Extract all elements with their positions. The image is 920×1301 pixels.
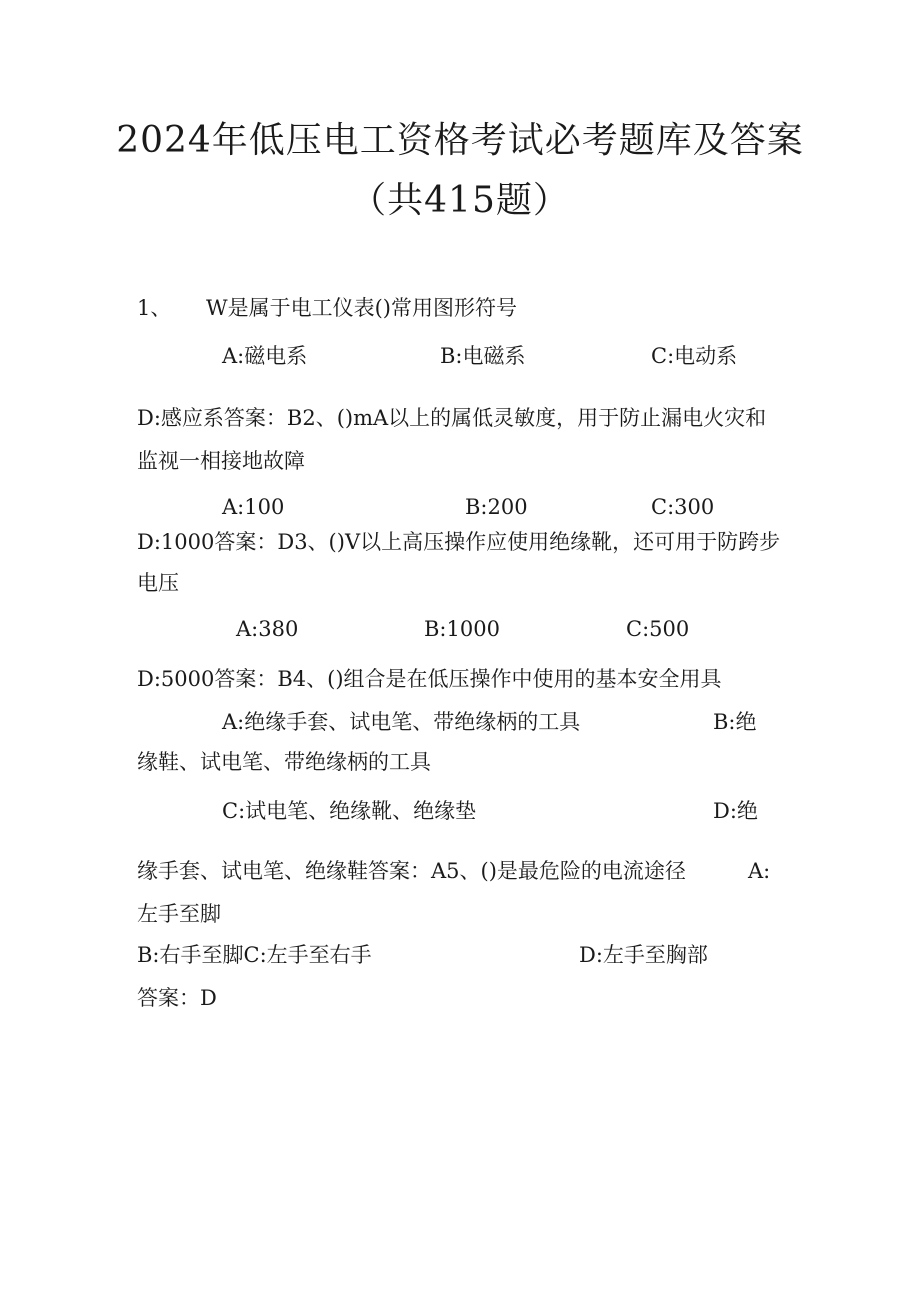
option-a: A: [748, 859, 771, 883]
text-line: D:1000答案：D3、()V以上高压操作应使用绝缘靴，还可用于防跨步 [137, 530, 781, 554]
option-a: A:100 [222, 495, 285, 519]
option-a: A:磁电系 [222, 344, 308, 368]
question-stem: W是属于电工仪表()常用图形符号 [206, 296, 517, 320]
page-subtitle: （共415题） [350, 180, 570, 221]
option-b: B:电磁系 [440, 344, 526, 368]
text-line: 监视一相接地故障 [137, 449, 305, 473]
option-d: D:绝 [713, 799, 758, 823]
option-d: D:左手至胸部 [579, 943, 708, 967]
option-c: C:300 [651, 495, 715, 519]
text-line: D:感应系答案：B2、()mA以上的属低灵敏度，用于防止漏电火灾和 [137, 406, 767, 430]
option-a: A:380 [236, 617, 299, 641]
option-b: B:右手至脚C:左手至右手 [137, 943, 372, 967]
text-line: 缘鞋、试电笔、带绝缘柄的工具 [137, 750, 431, 774]
option-c: C:试电笔、绝缘靴、绝缘垫 [222, 799, 477, 823]
question-number: 1、 [137, 296, 172, 320]
page-title: 2024年低压电工资格考试必考题库及答案 [116, 120, 804, 161]
text-line: 电压 [137, 571, 179, 595]
option-c: C:电动系 [651, 344, 738, 368]
option-b: B:200 [465, 495, 528, 519]
text-line: D:5000答案：B4、()组合是在低压操作中使用的基本安全用具 [137, 667, 722, 691]
answer-line: 答案：D [137, 986, 217, 1010]
option-b: B:绝 [713, 710, 757, 734]
option-b: B:1000 [424, 617, 500, 641]
option-c: C:500 [626, 617, 690, 641]
text-line: 缘手套、试电笔、绝缘鞋答案：A5、()是最危险的电流途径 [137, 859, 686, 883]
option-a: A:绝缘手套、试电笔、带绝缘柄的工具 [222, 710, 581, 734]
text-line: 左手至脚 [137, 902, 221, 926]
